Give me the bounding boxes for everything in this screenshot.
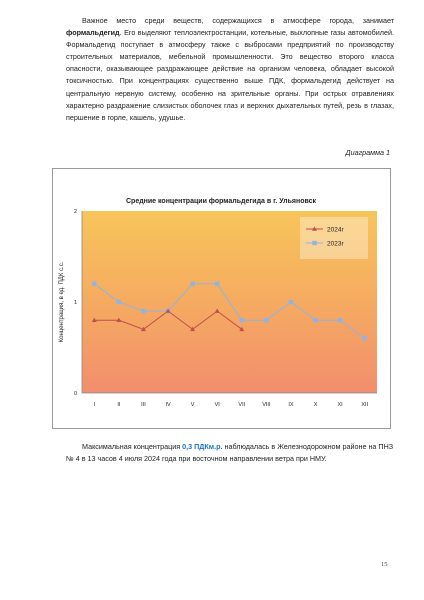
legend-box [300,217,368,259]
note-text-end: наблюдалась в Железнодорожном районе на ПНЗ № 4 в 13 часов 4 июля 2024 года при восточном направлении ветра при НМУ. [66,442,394,463]
page-number: 15 [381,561,388,568]
x-tick-label: II [117,402,121,408]
x-tick-label: X [313,402,318,408]
y-axis-label: Концентрация, в ед. ПДК с.с. [59,261,65,343]
y-tick-label: 2 [73,209,77,215]
intro-text-end: . Его выделяют теплоэлектростанции, котельные, выхлопные газы автомобилей. Формальдегид поступает в атмосферу также с выбросами предприятий по производству строительных материалов, мебельной промышленности. Это вещество второго класса опасности, оказывающее раздражающее действие на организм человека, обладает высокой токсичностью. При концентрациях существенно выше ПДК, формальдегид действует на центральную нервную систему, особенно на зрительные органы. При острых отравлениях характерно раздражение слизистых оболочек глаз и верхних дыхательных путей, резь в глазах, першение в горле, кашель, удушье. [66,28,394,122]
x-tick-label: I [93,402,96,408]
data-point-square [215,282,219,286]
intro-term: формальдегид [66,28,120,38]
data-point-square [117,300,121,304]
x-tick-label: VI [214,402,220,408]
data-point-square [313,318,317,322]
line-chart [53,169,390,428]
data-point-square [363,336,367,340]
note-text-start: Максимальная концентрация [82,442,183,451]
x-tick-label: VIII [262,402,271,408]
intro-text-start: Важное место среди веществ, содержащихся в атмосфере города, занимает [82,16,394,25]
chart-title: Средние концентрации формальдегида в г. Ульяновск [125,198,317,205]
legend-marker-square [312,241,316,245]
data-point-square [141,309,145,313]
figure-label: Диаграмма 1 [345,148,390,157]
y-tick-label: 0 [73,391,77,397]
data-point-square [264,318,268,322]
x-tick-label: VII [238,402,246,408]
x-tick-label: III [141,402,146,408]
legend-label: 2023г [327,240,344,248]
data-point-square [240,318,244,322]
x-tick-label: IX [288,402,294,408]
data-point-square [338,318,342,322]
x-tick-label: XII [361,402,369,408]
x-tick-label: XI [337,402,343,408]
x-tick-label: V [190,402,195,408]
intro-paragraph [66,15,394,124]
chart-frame [52,168,391,429]
data-point-square [190,282,194,286]
legend-label: 2024г [327,226,344,234]
note-max-value: 0,3 ПДКм.р. [182,442,223,451]
x-tick-label: IV [165,402,171,408]
data-point-square [92,282,96,286]
data-point-square [289,300,293,304]
note-paragraph [66,441,396,465]
y-tick-label: 1 [73,300,77,306]
